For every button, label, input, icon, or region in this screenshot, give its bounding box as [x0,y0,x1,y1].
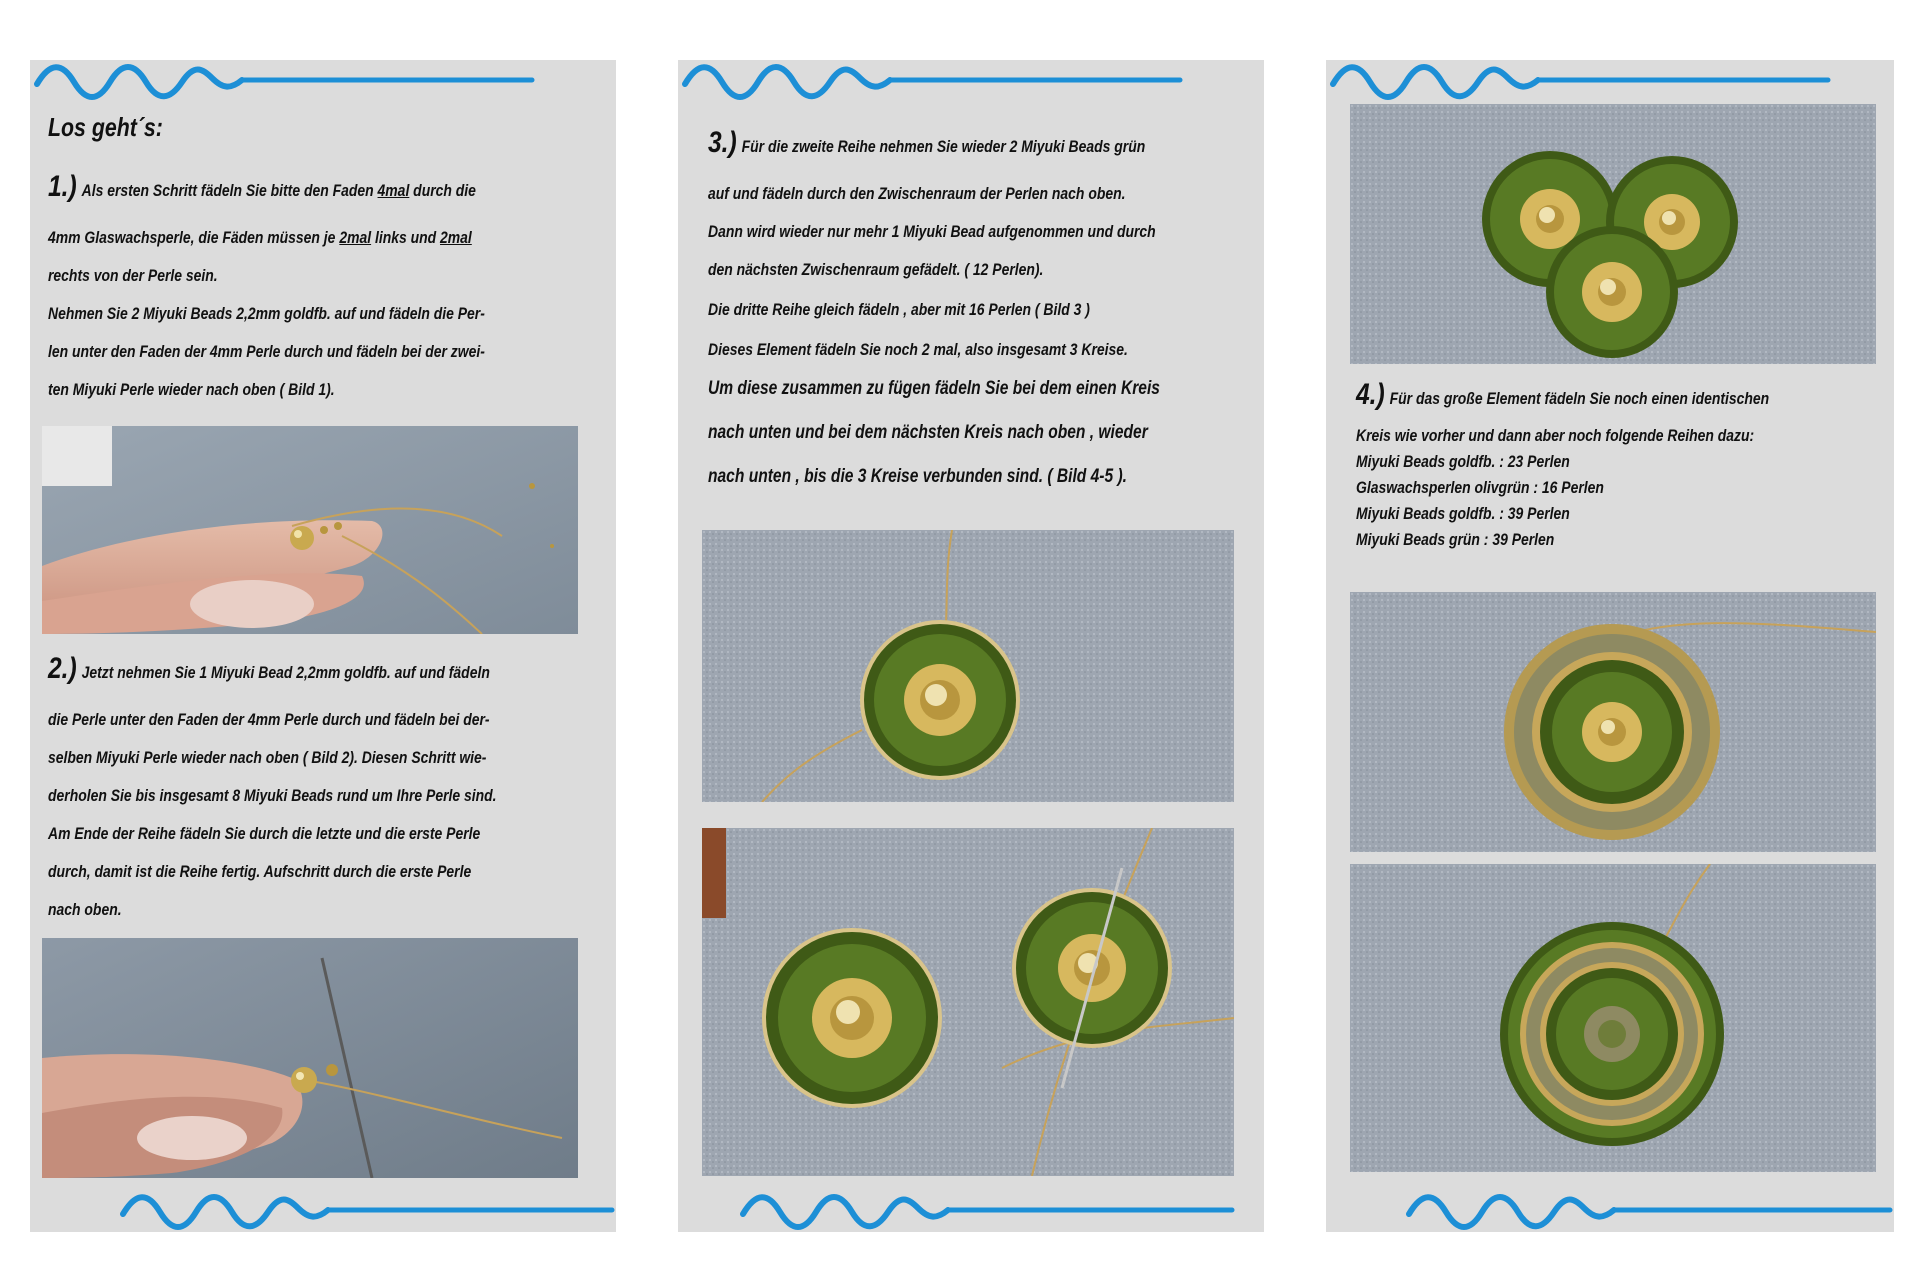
wave-decoration-bottom [1404,1192,1894,1232]
wave-decoration-top [32,62,542,102]
step4-line5: Miyuki Beads goldfb. : 39 Perlen [1356,504,1570,523]
step3-number: 3.) [708,126,737,159]
step1-line6: ten Miyuki Perle wieder nach oben ( Bild 1). [48,380,335,399]
step1-line4: Nehmen Sie 2 Miyuki Beads 2,2mm goldfb. auf und fädeln die Per- [48,304,485,323]
page-heading: Los geht´s: [48,112,163,142]
step4-line4: Glaswachsperlen olivgrün : 16 Perlen [1356,478,1604,497]
photo-bild-2 [42,938,578,1178]
step1-line1: 1.) Als ersten Schritt fädeln Sie bitte den Faden 4mal durch die [48,170,476,203]
step2-line4: derholen Sie bis insgesamt 8 Miyuki Beads rund um Ihre Perle sind. [48,786,497,805]
photo-bild-3 [702,530,1234,802]
step3-line7: Um diese zusammen zu fügen fädeln Sie bei dem einen Kreis [708,378,1160,399]
step1-line5: len unter den Faden der 4mm Perle durch und fädeln bei der zwei- [48,342,485,361]
step3-line4: den nächsten Zwischenraum gefädelt. ( 12 Perlen). [708,260,1044,279]
step2-number: 2.) [48,652,77,685]
step2-line1: 2.) Jetzt nehmen Sie 1 Miyuki Bead 2,2mm goldfb. auf und fädeln [48,652,490,685]
wave-decoration-top [680,62,1190,102]
step3-line5: Die dritte Reihe gleich fädeln , aber mit 16 Perlen ( Bild 3 ) [708,300,1090,319]
photo-bild-1 [42,426,578,634]
step2-line3: selben Miyuki Perle wieder nach oben ( Bild 2). Diesen Schritt wie- [48,748,487,767]
step3-line9: nach unten , bis die 3 Kreise verbunden sind. ( Bild 4-5 ). [708,466,1128,487]
wave-decoration-bottom [118,1192,616,1232]
wave-decoration-bottom [738,1192,1238,1232]
step2-line7: nach oben. [48,900,122,919]
step3-line6: Dieses Element fädeln Sie noch 2 mal, also insgesamt 3 Kreise. [708,340,1128,359]
wave-decoration-top [1328,62,1838,102]
step4-line2: Kreis wie vorher und dann aber noch folgende Reihen dazu: [1356,426,1755,445]
step1-number: 1.) [48,170,77,203]
photo-large-element-2 [1350,864,1876,1172]
step4-line1: 4.) Für das große Element fädeln Sie noch einen identischen [1356,378,1770,411]
photo-bild-4-5 [702,828,1234,1176]
step2-line2: die Perle unter den Faden der 4mm Perle durch und fädeln bei der- [48,710,490,729]
step4-line6: Miyuki Beads grün : 39 Perlen [1356,530,1555,549]
photo-large-element-1 [1350,592,1876,852]
step1-line2: 4mm Glaswachsperle, die Fäden müssen je 2mal links und 2mal [48,228,472,247]
step2-line6: durch, damit ist die Reihe fertig. Aufschritt durch die erste Perle [48,862,472,881]
step1-line3: rechts von der Perle sein. [48,266,218,285]
step2-line5: Am Ende der Reihe fädeln Sie durch die letzte und die erste Perle [48,824,481,843]
instruction-panel-1 [30,60,616,1232]
step3-line1: 3.) Für die zweite Reihe nehmen Sie wieder 2 Miyuki Beads grün [708,126,1146,159]
step3-line3: Dann wird wieder nur mehr 1 Miyuki Bead aufgenommen und durch [708,222,1156,241]
step4-number: 4.) [1356,378,1385,411]
photo-three-circles [1350,104,1876,364]
instruction-panel-3 [1326,60,1894,1232]
step3-line2: auf und fädeln durch den Zwischenraum der Perlen nach oben. [708,184,1126,203]
instruction-panel-2 [678,60,1264,1232]
step4-line3: Miyuki Beads goldfb. : 23 Perlen [1356,452,1570,471]
step3-line8: nach unten und bei dem nächsten Kreis nach oben , wieder [708,422,1148,443]
